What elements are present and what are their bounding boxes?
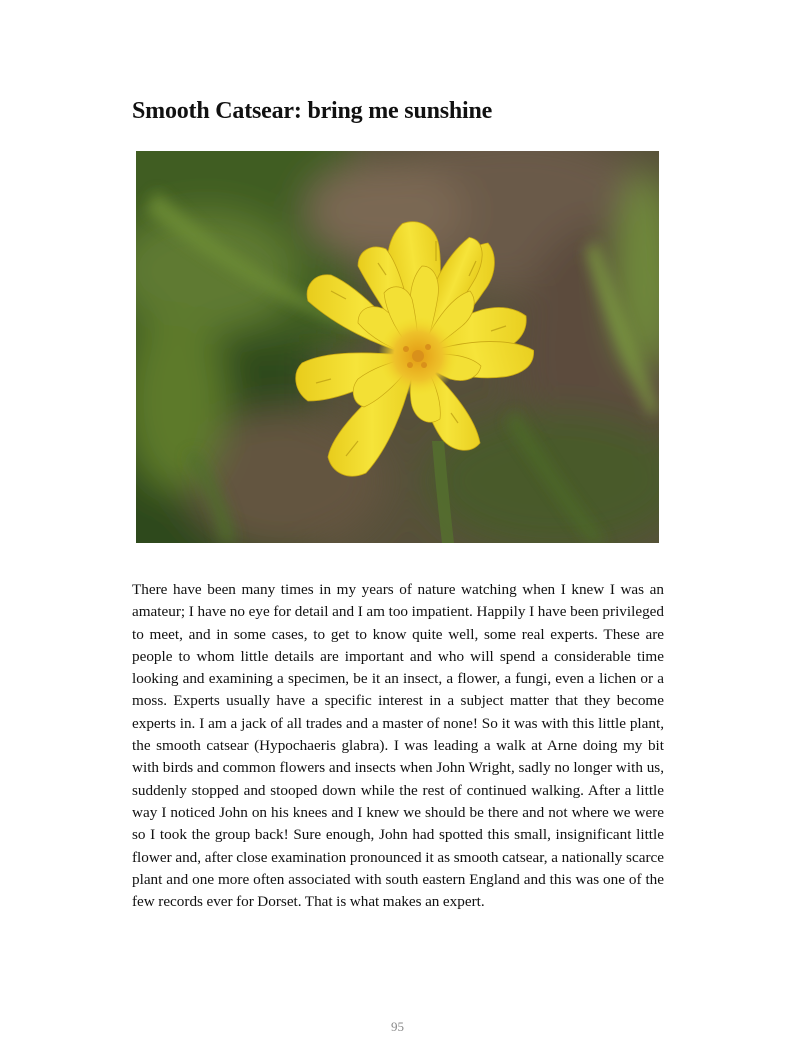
article-body: There have been many times in my years of nature watching when I knew I was an amateur; I have no eye for detail and I am too impatient. Happily I have been privileged to meet, and in some cases, to get to know quite well, some real experts. These are people to whom little details are important and who will spend a considerable time looking and examining a specimen, be it an insect, a flower, a fungi, even a lichen or a moss. Experts usually have a specific interest in a subject matter that they become experts in. I am a jack of all trades and a master of none! So it was with this little plant, the smooth catsear (Hypochaeris glabra). I was leading a walk at Arne doing my bit with birds and common flowers and insects when John Wright, sadly no longer with us, suddenly stopped and stooped down while the rest of continued walking. After a little way I noticed John on his knees and I knew we should be there and not where we were so I took the group back! Sure enough, John had spotted this small, insignificant little flower and, after close examination pronounced it as smooth catsear, a nationally scarce plant and one more often associated with south eastern England and this was one of the few records ever for Dorset. That is what makes an expert. — [132, 581, 664, 911]
page-number: 95 — [391, 1019, 404, 1034]
page-title: Smooth Catsear: bring me sunshine — [132, 98, 493, 124]
flower-photo — [136, 151, 659, 543]
